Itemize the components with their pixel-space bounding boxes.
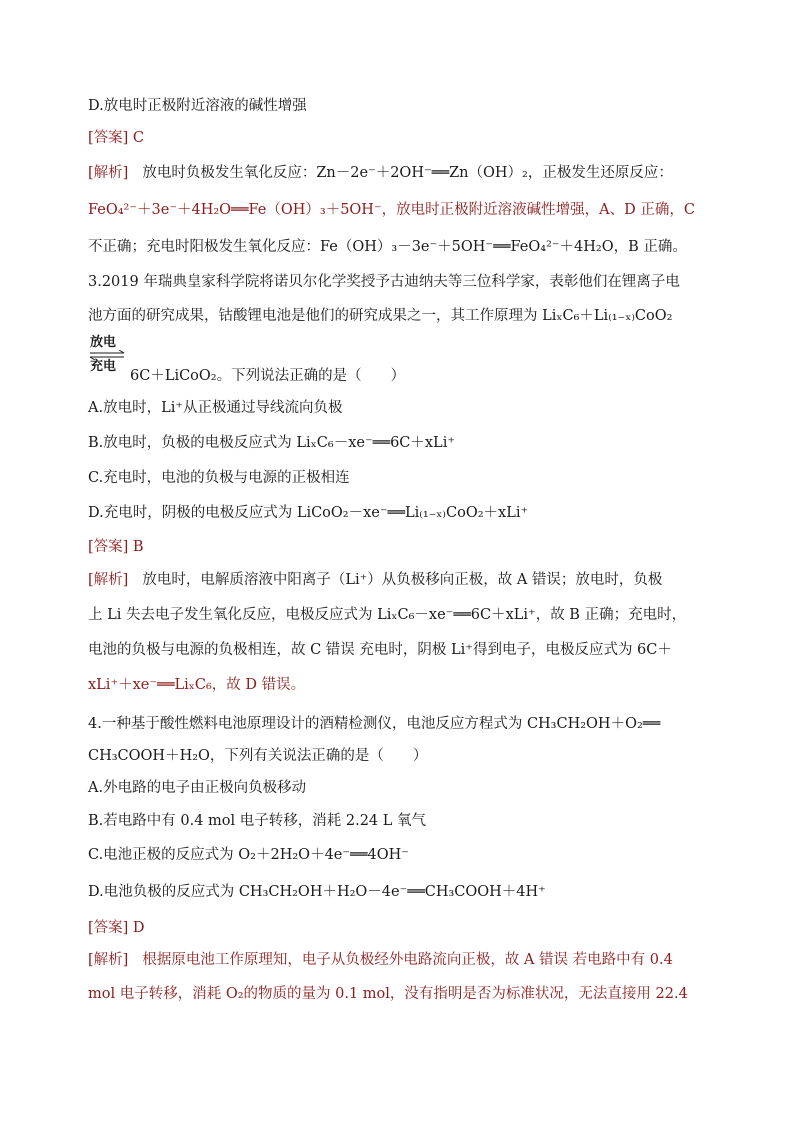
question-3-stem-line3: 6C＋LiCoO₂。下列说法正确的是（ ） <box>130 368 406 384</box>
reversible-arrow <box>88 336 128 376</box>
option-c-q4: C.电池正极的反应式为 O₂＋2H₂O＋4e⁻══4OH⁻ <box>88 847 409 863</box>
question-3-stem-line2: 池方面的研究成果，钴酸锂电池是他们的研究成果之一，其工作原理为 LiₓC₆＋Li₍₁₋ₓ₎CoO₂ <box>88 308 673 324</box>
analysis-q4-line1: [解析] 根据原电池工作原理知，电子从负极经外电路流向正极，故 A 错误 若电路中有 0.4 <box>88 952 673 968</box>
option-d-q4: D.电池负极的反应式为 CH₃CH₂OH＋H₂O－4e⁻══CH₃COOH＋4H⁺ <box>88 884 546 900</box>
analysis-q2-line3: 不正确；充电时阳极发生氧化反应：Fe（OH）₃－3e⁻＋5OH⁻══FeO₄²⁻＋4H₂O，B 正确。 <box>88 239 687 255</box>
analysis-q3-line4: xLi⁺＋xe⁻══LiₓC₆，故 D 错误。 <box>88 677 306 693</box>
option-a-q3: A.放电时，Li⁺从正极通过导线流向负极 <box>88 400 343 416</box>
option-b-q3: B.放电时，负极的电极反应式为 LiₓC₆－xe⁻══6C＋xLi⁺ <box>88 435 455 451</box>
analysis-q2-line1: [解析] 放电时负极发生氧化反应：Zn－2e⁻＋2OH⁻══Zn（OH）₂，正极发生还原反应： <box>88 165 673 181</box>
analysis-q3-line3: 电池的负极与电源的负极相连，故 C 错误 充电时，阴极 Li⁺得到电子，电极反应式为 6C＋ <box>88 642 672 658</box>
answer-q3: [答案] B <box>88 539 144 555</box>
analysis-q4-line2: mol 电子转移，消耗 O₂的物质的量为 0.1 mol，没有指明是否为标准状况，无法直接用 22.4 <box>88 986 688 1002</box>
answer-q4: [答案] D <box>88 920 145 936</box>
analysis-q3-line2: 上 Li 失去电子发生氧化反应，电极反应式为 LiₓC₆－xe⁻══6C＋xLi⁺，故 B 正确；充电时， <box>88 607 687 623</box>
analysis-tag: [解析] <box>88 952 129 968</box>
option-d-q2: D.放电时正极附近溶液的碱性增强 <box>88 98 307 114</box>
option-a-q4: A.外电路的电子由正极向负极移动 <box>88 780 307 796</box>
answer-q2: [答案] C <box>88 130 145 146</box>
question-4-stem-line1: 4.一种基于酸性燃料电池原理设计的酒精检测仪，电池反应方程式为 CH₃CH₂OH＋O₂══ <box>88 716 661 732</box>
arrow-label-discharge: 放电 <box>90 335 117 350</box>
analysis-q2-line2: FeO₄²⁻＋3e⁻＋4H₂O══Fe（OH）₃＋5OH⁻，放电时正极附近溶液碱性增强，A、D 正确，C <box>88 202 695 218</box>
question-3-stem-line1: 3.2019 年瑞典皇家科学院将诺贝尔化学奖授予古迪纳夫等三位科学家，表彰他们在锂离子电 <box>88 274 680 290</box>
option-c-q3: C.充电时，电池的负极与电源的正极相连 <box>88 470 350 486</box>
question-4-stem-line2: CH₃COOH＋H₂O，下列有关说法正确的是（ ） <box>88 748 428 764</box>
option-b-q4: B.若电路中有 0.4 mol 电子转移，消耗 2.24 L 氧气 <box>88 813 427 829</box>
option-d-q3: D.充电时，阴极的电极反应式为 LiCoO₂－xe⁻══Li₍₁₋ₓ₎CoO₂＋xLi⁺ <box>88 505 529 521</box>
analysis-tag: [解析] <box>88 572 129 588</box>
analysis-q3-line1: [解析] 放电时，电解质溶液中阳离子（Li⁺）从负极移向正极，故 A 错误；放电时，负极 <box>88 572 663 588</box>
analysis-tag: [解析] <box>88 165 129 181</box>
arrow-label-charge: 充电 <box>90 359 117 374</box>
